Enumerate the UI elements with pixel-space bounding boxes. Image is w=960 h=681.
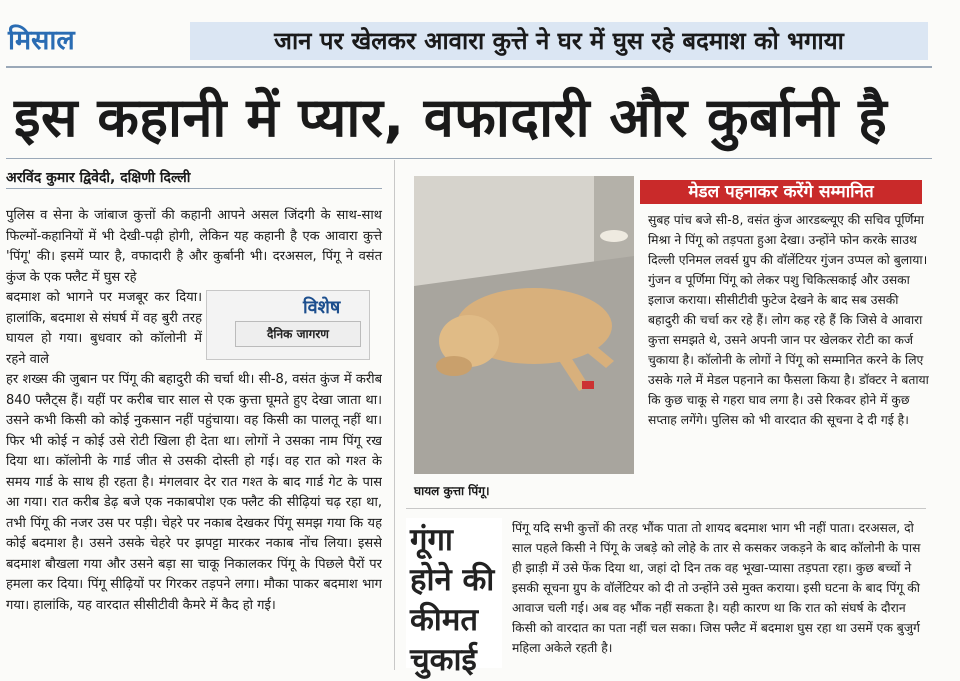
dog-photo xyxy=(414,176,634,474)
section-tag: मिसाल xyxy=(8,25,75,56)
side-title: गूंगा होने की कीमत चुकाई xyxy=(410,522,495,678)
sidebar-text: सुबह पांच बजे सी-8, वसंत कुंज आरडब्ल्यूए की सचिव पूर्णिमा मिश्रा ने पिंगू को तड़पता हुआ देखा। उन्होंने फोन करके साउथ दिल्ली एनिमल लवर्स ग्रुप की वॉलेंटियर गुंजन उप्पल को बुलाया। गुंजन व पूर्णिमा पिंगू को लेकर पशु चिकित्सकाई और उसका इलाज कराया। सीसीटीवी फुटेज देखने के बाद सब उसकी बहादुरी की चर्चा कर रहे हैं। लोग कह रहे हैं कि जिसे वे आवारा कुत्ता समझते थे, उसने अपनी जान पर खेलकर रोटी का कर्ज चुकाया है। कॉलोनी के लोगों ने पिंगू को सम्मानित करने के लिए उसके गले में मेडल पहनाने का फैसला किया है। डॉक्टर ने बताया कि कुछ चाकू से गहरा घाव लगा है। उसे रिकवर होने में कुछ सप्ताह लगेंगे। पुलिस को भी वारदात की सूचना दे दी गई है। xyxy=(648,213,929,427)
headline-rule xyxy=(6,158,932,159)
byline: अरविंद कुमार द्विवेदी, दक्षिणी दिल्ली xyxy=(6,170,191,186)
column-divider xyxy=(394,160,395,670)
special-label: विशेष xyxy=(303,297,341,318)
headline: इस कहानी में प्यार, वफादारी और कुर्बानी है xyxy=(14,86,888,149)
newspaper-brand: दैनिक जागरण xyxy=(235,321,361,347)
lower-divider xyxy=(406,508,926,509)
article-body-wrap: बदमाश को भागने पर मजबूर कर दिया। हालांकि, बदमाश से संघर्ष में वह बुरी तरह घायल हो गया। बुधवार को कॉलोनी में रहने वाले xyxy=(6,290,202,367)
side-text: पिंगू यदि सभी कुत्तों की तरह भौंक पाता तो शायद बदमाश भाग भी नहीं पाता। दरअसल, दो साल पहले किसी ने पिंगू के जबड़े को लोहे के तार से कसकर जकड़ने के बाद कॉलोनी के पास ही झाड़ी में उसे फेंक दिया था, जहां दो दिन तक वह भूखा-प्यासा तड़पता रहा। कुछ बच्चों ने इसकी सूचना ग्रुप के वॉलेंटियर को दी तो उन्होंने उसे मुक्त कराया। इसी घटना के बाद पिंगू की आवाज चली गई। अब वह भौंक नहीं सकता है। यही कारण था कि रात को संघर्ष के दौरान किसी को वारदात का पता नहीं चल सका। जिस फ्लैट में बदमाश घुस रहा था उसमें एक बुजुर्ग महिला अकेले रहती है। xyxy=(512,521,921,655)
article-body-top: पुलिस व सेना के जांबाज कुत्तों की कहानी आपने असल जिंदगी के साथ-साथ फिल्मों-कहानियों में भी देखी-पढ़ी होगी, लेकिन यह कहानी है एक आवारा कुत्ते 'पिंगू' की। इसमें प्यार है, वफादारी है और कुर्बानी भी। दरअसल, पिंगू ने वसंत कुंज के एक फ्लैट में घुस रहे xyxy=(6,208,382,285)
photo-caption: घायल कुत्ता पिंगू। xyxy=(414,484,490,498)
special-badge xyxy=(206,290,370,360)
subheadline: जान पर खेलकर आवारा कुत्ते ने घर में घुस रहे बदमाश को भगाया xyxy=(190,22,928,60)
article-body-main: हर शख्स की जुबान पर पिंगू की बहादुरी की चर्चा थी। सी-8, वसंत कुंज में करीब 840 फ्लैट्स हैं। यहीं पर करीब चार साल से एक कुत्ता घूमते हुए देखा जाता था। उसने कभी किसी को कोई नुकसान नहीं पहुंचाया। वह किसी का पालतू नहीं था। फिर भी कोई न कोई उसे रोटी खिला ही देता था। लोगों ने उसका नाम पिंगू रख दिया था। कॉलोनी के गार्ड जीत से उसकी दोस्ती हो गई। वह रात को गश्त के समय गार्ड के साथ ही रहता है। मंगलवार देर रात गश्त के बाद गार्ड गेट के पास आ गया। रात करीब डेढ़ बजे एक नकाबपोश एक फ्लैट की सीढ़ियां चढ़ रहा था, तभी पिंगू की नजर उस पर पड़ी। चेहरे पर नकाब देखकर पिंगू समझ गया कि यह कोई बदमाश है। उसने उसके चेहरे पर झपट्टा मारकर नकाब नोंच लिया। इससे बदमाश बौखला गया और उसने बड़ा सा चाकू निकालकर पिंगू के पिछले पैरों पर हमला कर दिया। पिंगू सीढ़ियों पर गिरकर तड़पने लगा। मौका पाकर बदमाश भाग गया। हालांकि, यह वारदात सीसीटीवी कैमरे में कैद हो गई। xyxy=(6,372,382,613)
sidebar-title: मेडल पहनाकर करेंगे सम्मानित xyxy=(640,180,922,204)
injured-dog-image xyxy=(414,176,634,474)
byline-rule xyxy=(6,188,382,189)
top-rule xyxy=(6,66,932,68)
